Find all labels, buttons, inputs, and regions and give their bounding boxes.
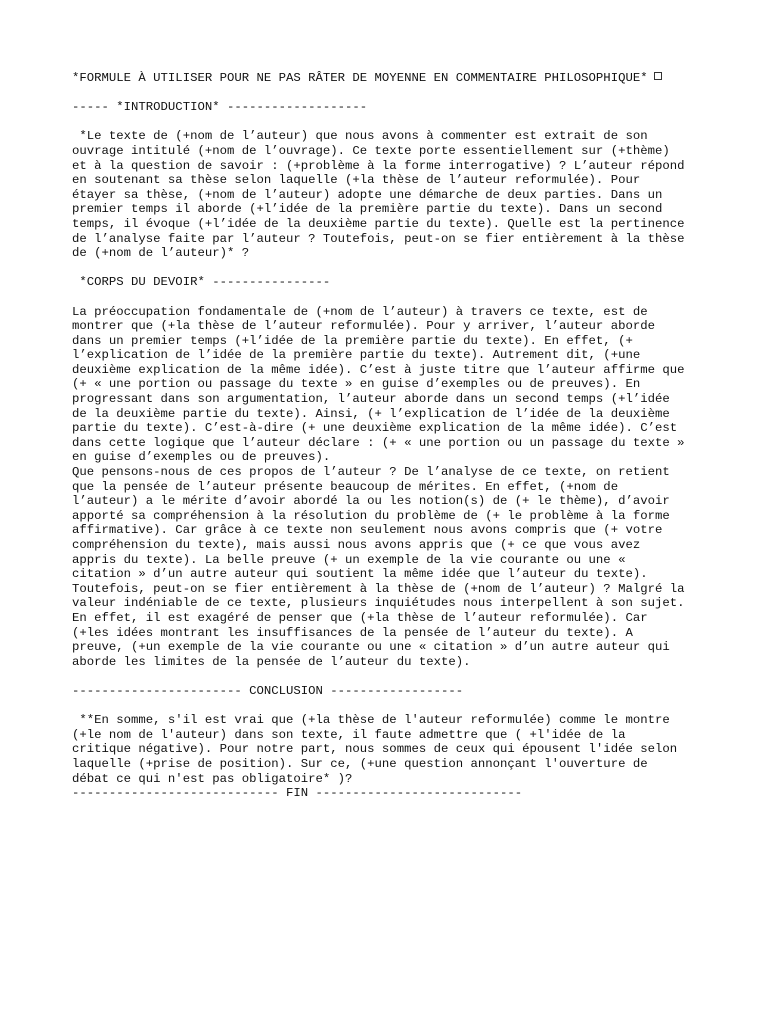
text-line: et à la question de savoir : (+problème à la forme interrogative) ? L’auteur répond: [72, 158, 685, 173]
text-line: l’auteur) a le mérite d’avoir abordé la ou les notion(s) de (+ le thème), d’avoir: [72, 494, 670, 509]
text-line: critique négative). Pour notre part, nous sommes de ceux qui épousent l'idée selon: [72, 742, 678, 757]
document-title: *FORMULE À UTILISER POUR NE PAS RÂTER DE MOYENNE EN COMMENTAIRE PHILOSOPHIQUE*: [72, 71, 648, 85]
text-line: **En somme, s'il est vrai que (+la thèse de l'auteur reformulée) comme le montre: [72, 713, 670, 728]
text-line: dans un premier temps (+l’idée de la première partie du texte). En effet, (+: [72, 333, 633, 348]
conclusion-paragraph: [72, 713, 712, 786]
text-line: en guise d’exemples ou de preuves).: [72, 450, 331, 465]
text-line: aborde les limites de la pensée de l’auteur du texte).: [72, 654, 471, 669]
document-title-line: [72, 71, 712, 86]
text-line: preuve, (+un exemple de la vie courante ou une « citation » d’un autre auteur qui: [72, 640, 670, 655]
text-line: ouvrage intitulé (+nom de l’ouvrage). Ce texte porte essentiellement sur (+thème): [72, 143, 670, 158]
text-line: deuxième explication de la même idée). C’est à juste titre que l’auteur affirme que: [72, 362, 685, 377]
text-line: (+le nom de l'auteur) dans son texte, il faute admettre que ( +l'idée de la: [72, 727, 626, 742]
text-line: temps, il évoque (+l’idée de la deuxième partie du texte). Quelle est la pertinence: [72, 216, 685, 231]
corps-heading: *CORPS DU DEVOIR* ----------------: [72, 275, 331, 290]
text-line: (+ « une portion ou passage du texte » en guise d’exemples ou de preuves). En: [72, 377, 641, 392]
blank-line: [72, 115, 712, 130]
text-line: apporté sa compréhension à la résolution du problème de (+ le problème à la forme: [72, 508, 670, 523]
blank-line: [72, 86, 712, 101]
conclusion-heading: ----------------------- CONCLUSION ------------------: [72, 683, 464, 698]
introduction-paragraph: [72, 129, 712, 260]
text-line: Toutefois, peut-on se fier entièrement à la thèse de (+nom de l’auteur) ? Malgré la: [72, 581, 685, 596]
blank-line: [72, 290, 712, 305]
text-line: de (+nom de l’auteur)* ?: [72, 246, 250, 261]
end-footer: ---------------------------- FIN ----------------------------: [72, 786, 523, 801]
blank-line: [72, 699, 712, 714]
text-line: valeur indéniable de ce texte, plusieurs inquiétudes nous interpellent à son sujet.: [72, 596, 685, 611]
text-line: premier temps il aborde (+l’idée de la première partie du texte). Dans un second: [72, 202, 663, 217]
document-page: [72, 71, 712, 801]
text-line: que la pensée de l’auteur présente beaucoup de mérites. En effet, (+nom de: [72, 479, 619, 494]
text-line: de l’analyse faite par l’auteur ? Toutefois, peut-on se fier entièrement à la thèse: [72, 231, 685, 246]
text-line: montrer que (+la thèse de l’auteur reformulée). Pour y arriver, l’auteur aborde: [72, 319, 655, 334]
text-line: Que pensons-nous de ces propos de l’auteur ? De l’analyse de ce texte, on retient: [72, 465, 670, 480]
text-line: laquelle (+prise de position). Sur ce, (+une question annonçant l'ouverture de: [72, 756, 648, 771]
text-line: citation » d’un autre auteur qui soutient la même idée que l’auteur du texte).: [72, 567, 648, 582]
text-line: affirmative). Car grâce à ce texte non seulement nous avons compris que (+ votre: [72, 523, 663, 538]
blank-line: [72, 669, 712, 684]
text-line: étayer sa thèse, (+nom de l’auteur) adopte une démarche de deux parties. Dans un: [72, 187, 663, 202]
text-line: La préoccupation fondamentale de (+nom de l’auteur) à travers ce texte, est de: [72, 304, 648, 319]
corps-paragraph: [72, 305, 712, 670]
text-line: En effet, il est exagéré de penser que (+la thèse de l’auteur reformulée). Car: [72, 610, 648, 625]
box-icon: [654, 72, 662, 80]
text-line: partie du texte). C’est-à-dire (+ une deuxième explication de la même idée). C’est: [72, 421, 678, 436]
text-line: (+les idées montrant les insuffisances de la pensée de l’auteur du texte). A: [72, 625, 633, 640]
text-line: l’explication de l’idée de la première partie du texte). Autrement dit, (+une: [72, 348, 641, 363]
text-line: compréhension du texte), mais aussi nous avons appris que (+ ce que vous avez: [72, 538, 641, 552]
text-line: débat ce qui n'est pas obligatoire* )?: [72, 771, 353, 786]
text-line: progressant dans son argumentation, l’auteur aborde dans un second temps (+l’idée: [72, 392, 670, 407]
text-line: en soutenant sa thèse selon laquelle (+la thèse de l’auteur reformulée). Pour: [72, 173, 641, 188]
text-line: de la deuxième partie du texte). Ainsi, (+ l’explication de l’idée de la deuxième: [72, 406, 670, 421]
text-line: dans cette logique que l’auteur déclare : (+ « une portion ou un passage du texte »: [72, 435, 685, 450]
blank-line: [72, 261, 712, 276]
text-line: *Le texte de (+nom de l’auteur) que nous avons à commenter est extrait de son: [72, 129, 648, 144]
text-line: appris du texte). La belle preuve (+ un exemple de la vie courante ou une «: [72, 552, 626, 567]
introduction-heading: ----- *INTRODUCTION* -------------------: [72, 100, 368, 115]
